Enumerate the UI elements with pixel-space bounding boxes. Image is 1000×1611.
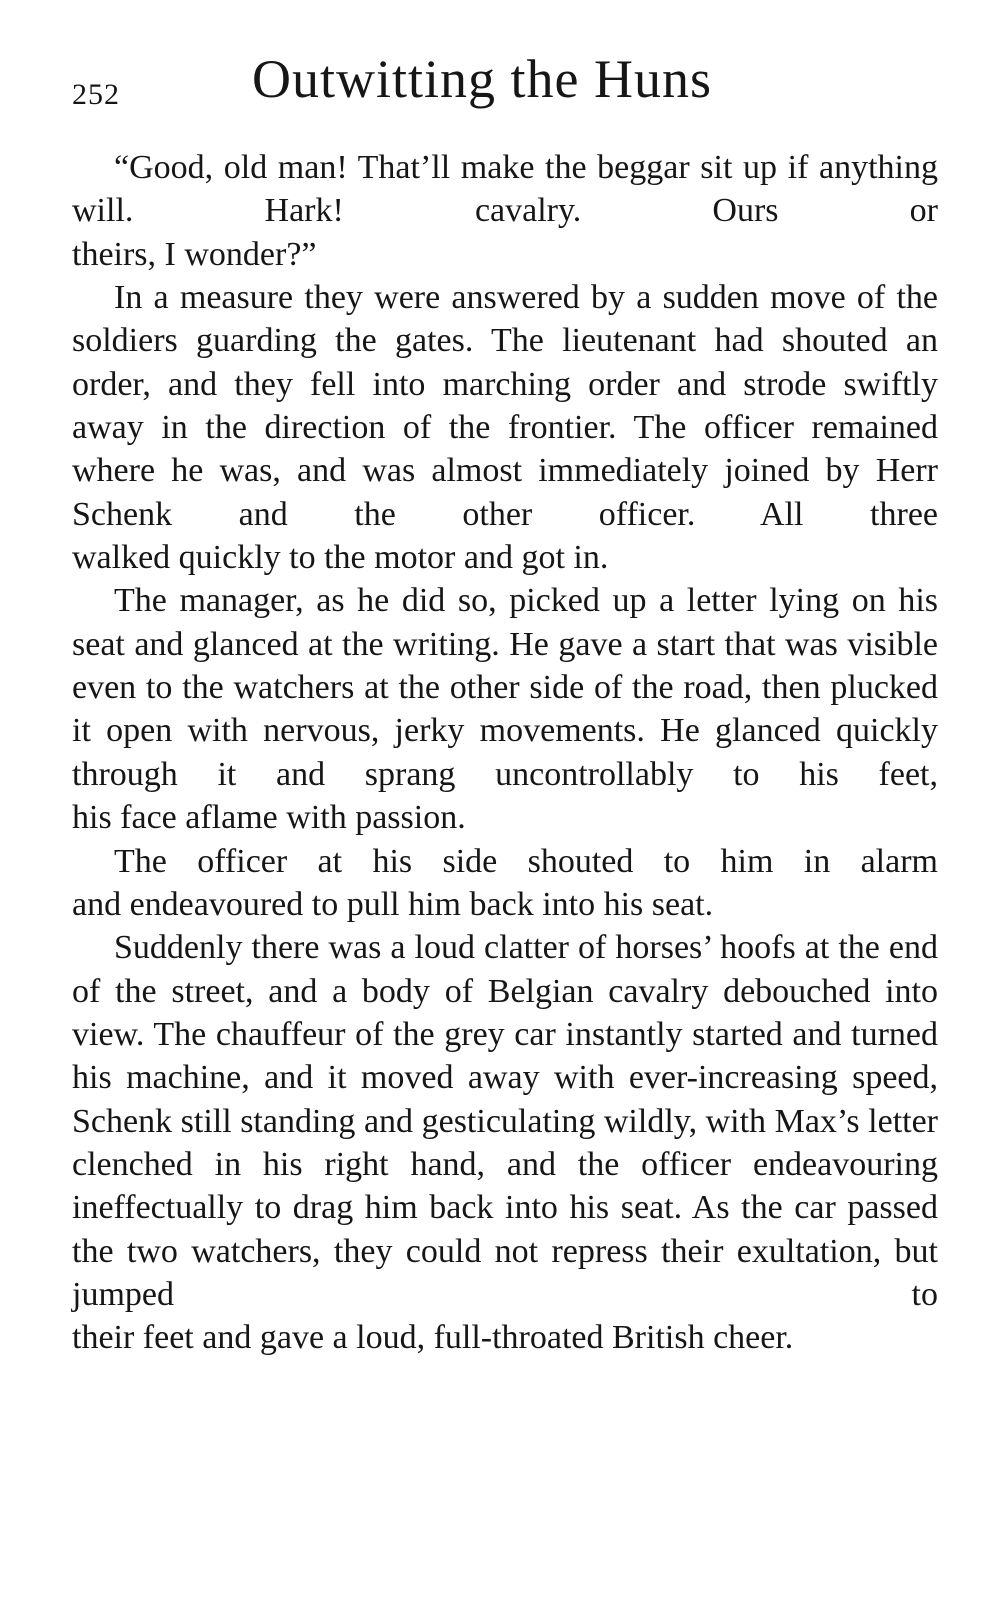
text-line: “Good, old man! That’ll make the beggar sit xyxy=(114,149,733,186)
paragraph xyxy=(72,926,938,1316)
text-line: In a measure they were answered by a sudden xyxy=(114,279,759,317)
text-line: Max’s letter clenched in his right hand, and the xyxy=(72,1102,938,1183)
text-line: Suddenly there was a loud clatter of horses’ hoofs xyxy=(114,929,796,967)
text-line: and it moved away with ever-increasing speed, xyxy=(264,1059,939,1097)
text-line: the other side of the road, then plucked it open with xyxy=(72,669,938,750)
text-line: gave a start that was visible even to the watchers at xyxy=(72,625,939,707)
text-line: The manager, as he did so, picked up a letter xyxy=(114,582,757,620)
text-line: at the end of the street, and a body of Belgian xyxy=(72,929,939,1010)
running-title: Outwitting the Huns xyxy=(252,49,712,109)
text-line: into marching order and strode swiftly away in xyxy=(72,365,939,447)
body-text xyxy=(72,146,938,1360)
paragraph-last-line: their feet and gave a loud, full-throated British cheer. xyxy=(72,1319,794,1357)
text-line: into his seat. As the car passed the two watchers, xyxy=(72,1189,938,1270)
text-line: the direction of the frontier. The officer remained xyxy=(205,409,939,447)
paragraph xyxy=(72,840,938,883)
text-line: through it and sprang uncontrollably to his feet, xyxy=(72,755,938,793)
text-line: cavalry debouched into view. The chauffeur of the xyxy=(72,972,938,1053)
text-line: move of the soldiers guarding the gates. The xyxy=(72,279,938,360)
page-number: 252 xyxy=(72,78,120,111)
paragraph-last-line: his face aflame with passion. xyxy=(72,799,466,837)
paragraph-last-line: walked quickly to the motor and got in. xyxy=(72,539,609,577)
text-line: by Herr Schenk and the other officer. All three xyxy=(72,452,938,533)
paragraph-last-line: and endeavoured to pull him back into his seat. xyxy=(72,885,714,923)
text-line: where he was, and was almost immediately joined xyxy=(72,452,810,490)
text-line: Schenk still standing and gesticulating wildly, with xyxy=(72,1102,767,1140)
paragraph xyxy=(72,579,938,796)
text-line: they could not repress their exultation, but jumped to xyxy=(72,1232,938,1313)
paragraph xyxy=(72,276,938,536)
text-line: nervous, jerky movements. He glanced quickly xyxy=(263,712,938,750)
paragraph-last-line: theirs, I wonder?” xyxy=(72,235,317,273)
text-line: grey car instantly started and turned his machine, xyxy=(72,1015,939,1097)
page-header xyxy=(72,48,938,132)
paragraph xyxy=(72,146,938,233)
text-line: up if anything will. Hark! cavalry. Ours or xyxy=(72,149,938,230)
text-line: officer endeavouring ineffectually to drag him back xyxy=(72,1145,938,1227)
text-line: lying on his seat and glanced at the writing. He xyxy=(72,582,938,663)
text-line: lieutenant had shouted an order, and they fell xyxy=(72,322,938,403)
text-line: The officer at his side shouted to him in alarm xyxy=(114,842,938,880)
